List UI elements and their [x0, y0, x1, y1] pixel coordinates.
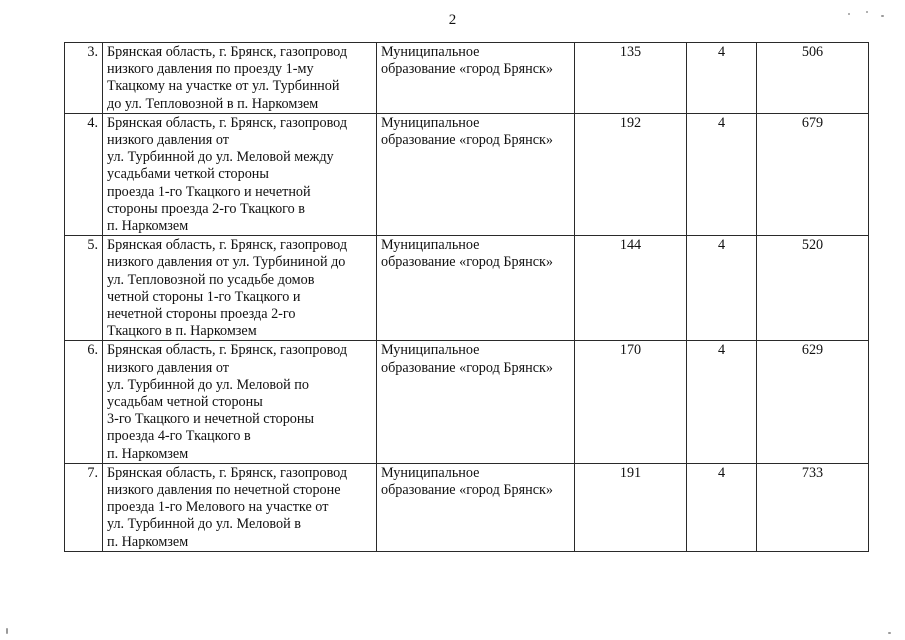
- total-cell: 733: [757, 463, 869, 551]
- scan-speck: [888, 632, 891, 634]
- row-number-cell: 3.: [65, 43, 103, 114]
- count-cell: 4: [687, 113, 757, 235]
- total-cell: 629: [757, 341, 869, 463]
- count-cell: 4: [687, 463, 757, 551]
- length-cell: 191: [575, 463, 687, 551]
- length-cell: 144: [575, 236, 687, 341]
- total-cell: 506: [757, 43, 869, 114]
- table-row: [65, 113, 869, 235]
- scan-speck: [881, 15, 884, 17]
- description-cell: Брянская область, г. Брянск, газопровод низкого давления от ул. Турбининой до ул. Тепловозной по усадьбе домов четной стороны 1-го Ткацкого и нечетной стороны проезда 2-го Ткацкого в п. Наркомзем: [103, 236, 377, 341]
- description-cell: Брянская область, г. Брянск, газопровод низкого давления по нечетной стороне проезда 1-го Мелового на участке от ул. Турбинной до ул. Меловой в п. Наркомзем: [103, 463, 377, 551]
- owner-cell: Муниципальное образование «город Брянск»: [377, 43, 575, 114]
- count-cell: 4: [687, 236, 757, 341]
- length-cell: 192: [575, 113, 687, 235]
- description-cell: Брянская область, г. Брянск, газопровод низкого давления от ул. Турбинной до ул. Меловой между усадьбами четкой стороны проезда 1-го Ткацкого и нечетной стороны проезда 2-го Ткацкого в п. Наркомзем: [103, 113, 377, 235]
- scan-speck: [848, 13, 850, 15]
- owner-cell: Муниципальное образование «город Брянск»: [377, 236, 575, 341]
- length-cell: 135: [575, 43, 687, 114]
- count-cell: 4: [687, 43, 757, 114]
- table-row: [65, 236, 869, 341]
- row-number-cell: 6.: [65, 341, 103, 463]
- table-row: [65, 341, 869, 463]
- page-number: 2: [448, 12, 457, 28]
- description-cell: Брянская область, г. Брянск, газопровод низкого давления по проезду 1-му Ткацкому на участке от ул. Турбинной до ул. Тепловозной в п. Наркомзем: [103, 43, 377, 114]
- total-cell: 520: [757, 236, 869, 341]
- length-cell: 170: [575, 341, 687, 463]
- owner-cell: Муниципальное образование «город Брянск»: [377, 341, 575, 463]
- owner-cell: Муниципальное образование «город Брянск»: [377, 463, 575, 551]
- gas-pipeline-table: [64, 42, 869, 552]
- scan-speck: [6, 628, 8, 634]
- row-number-cell: 7.: [65, 463, 103, 551]
- description-cell: Брянская область, г. Брянск, газопровод низкого давления от ул. Турбинной до ул. Меловой по усадьбам четной стороны 3-го Ткацкого и нечетной стороны проезда 4-го Ткацкого в п. Наркомзем: [103, 341, 377, 463]
- row-number-cell: 5.: [65, 236, 103, 341]
- table-row: [65, 43, 869, 114]
- total-cell: 679: [757, 113, 869, 235]
- count-cell: 4: [687, 341, 757, 463]
- scan-speck: [866, 11, 868, 13]
- table-row: [65, 463, 869, 551]
- owner-cell: Муниципальное образование «город Брянск»: [377, 113, 575, 235]
- row-number-cell: 4.: [65, 113, 103, 235]
